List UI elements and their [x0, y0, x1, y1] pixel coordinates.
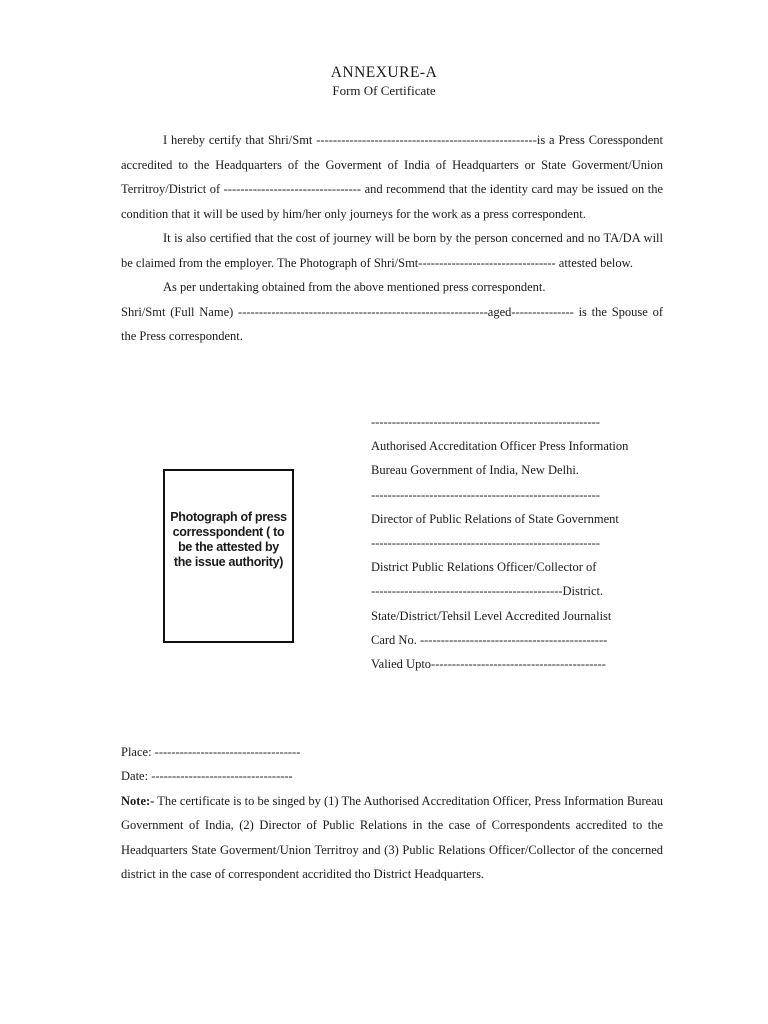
- card-number-field: Card No. ---------------------------------------------: [371, 632, 608, 647]
- footer-section: [121, 740, 663, 886]
- page-subtitle: Form Of Certificate: [332, 83, 436, 98]
- spouse-paragraph: Shri/Smt (Full Name) ------------------------------------------------------------aged--------------- is the Spouse of the Press correspondent.: [121, 304, 663, 343]
- signature-line: -------------------------------------------------------: [371, 487, 600, 502]
- page-title: ANNEXURE-A: [330, 64, 438, 81]
- accredited-journalist-label: State/District/Tehsil Level Accredited Journalist: [371, 608, 612, 623]
- district-field: ----------------------------------------------District.: [371, 584, 604, 599]
- date-field: Date: ----------------------------------: [121, 769, 293, 784]
- note-paragraph: [121, 789, 663, 887]
- signature-line: -------------------------------------------------------: [371, 536, 600, 551]
- photograph-label: Photograph of press corresspondent ( to be the attested by the issue authority): [170, 509, 287, 569]
- note-text: The certificate is to be singed by (1) The Authorised Accreditation Officer, Press Information Bureau Government of India, (2) Director of Public Relations in the case of Correspondents accredited to the Headquarters State Goverment/Union Territroy and (3) Public Relations Officer/Collector of the concerned district in the case of correspondent accridited tho District Headquarters.: [121, 793, 663, 882]
- valid-upto-field: Valied Upto------------------------------------------: [371, 657, 606, 672]
- journey-cost-paragraph: It is also certified that the cost of journey will be born by the person concerned and no TA/DA will be claimed from the employer. The Photograph of Shri/Smt--------------------------------- attested below.: [121, 231, 663, 270]
- undertaking-paragraph: As per undertaking obtained from the above mentioned press correspondent.: [163, 280, 546, 294]
- director-public-relations-label: Director of Public Relations of State Government: [371, 511, 619, 526]
- certification-paragraph: I hereby certify that Shri/Smt -----------------------------------------------------is a Press Coresspondent accredited to the Headquarters of the Goverment of India of Headquarters or State Goverment/Union Territroy/District of --------------------------------- and recommend that the identity card may be issued on the condition that it will be used by him/her only journeys for the work as a press correspondent.: [121, 133, 663, 221]
- district-officer-label: District Public Relations Officer/Collector of: [371, 560, 597, 575]
- signature-line: -------------------------------------------------------: [371, 415, 600, 429]
- signature-block: [371, 410, 661, 676]
- accreditation-officer-label: Authorised Accreditation Officer Press Information Bureau Government of India, New Delhi.: [371, 439, 629, 478]
- note-label: Note:-: [121, 793, 155, 808]
- certificate-body: [121, 128, 663, 349]
- place-field: Place: -----------------------------------: [121, 745, 301, 759]
- photograph-box: [163, 469, 294, 643]
